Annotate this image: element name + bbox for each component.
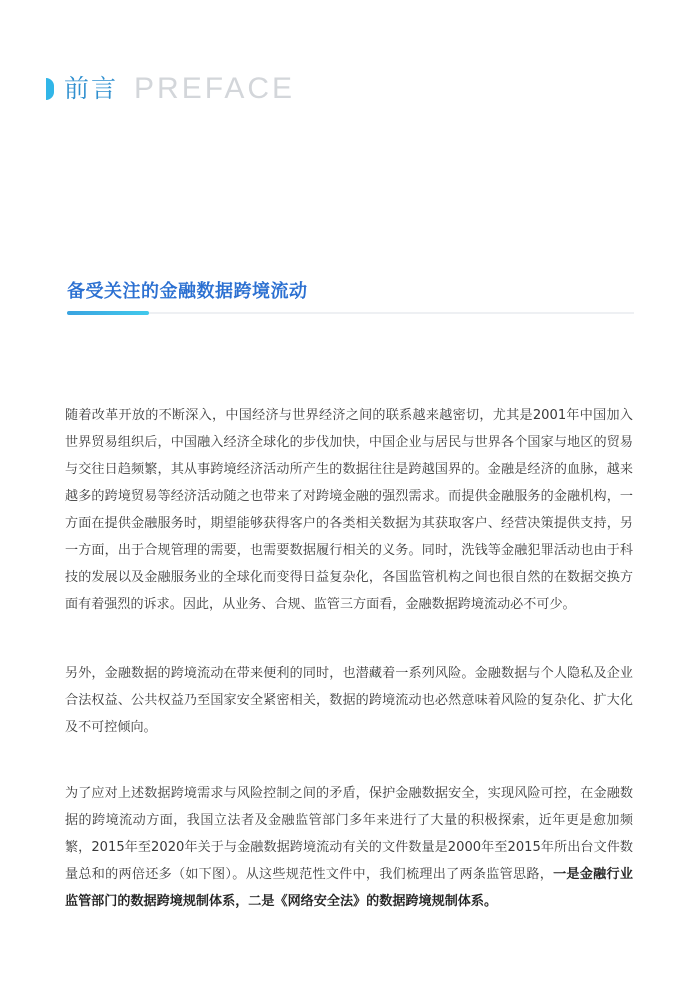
paragraph-3-text: 为了应对上述数据跨境需求与风险控制之间的矛盾，保护金融数据安全，实现风险可控，在金融数据的跨境流动方面，我国立法者及金融监管部门多年来进行了大量的积极探索，近年更是愈加频繁，2015年至2020年关于与金融数据跨境流动有关的文件数量是2000年至2015年所出台文件数量总和的两倍还多（如下图）。从这些规范性文件中，我们梳理出了两条监管思路， [65, 786, 633, 882]
section-title-divider [67, 312, 634, 314]
section-title: 备受关注的金融数据跨境流动 [67, 281, 308, 302]
chapter-header [46, 72, 295, 106]
section-title-accent-bar [67, 311, 149, 315]
chapter-title-en: PREFACE [134, 72, 296, 105]
chapter-marker-icon [46, 78, 54, 100]
paragraph-3 [65, 780, 633, 915]
paragraph-1: 随着改革开放的不断深入，中国经济与世界经济之间的联系越来越密切，尤其是2001年中国加入世界贸易组织后，中国融入经济全球化的步伐加快，中国企业与居民与世界各个国家与地区的贸易与交往日趋频繁，其从事跨境经济活动所产生的数据往往是跨越国界的。金融是经济的血脉，越来越多的跨境贸易等经济活动随之也带来了对跨境金融的强烈需求。而提供金融服务的金融机构，一方面在提供金融服务时，期望能够获得客户的各类相关数据为其获取客户、经营决策提供支持，另一方面，出于合规管理的需要，也需要数据履行相关的义务。同时，洗钱等金融犯罪活动也由于科技的发展以及金融服务业的全球化而变得日益复杂化，各国监管机构之间也很自然的在数据交换方面有着强烈的诉求。因此，从业务、合规、监管三方面看，金融数据跨境流动必不可少。 [65, 408, 633, 612]
paragraph-3-bold-text: 一是金融行业监管部门的数据跨境规制体系，二是《网络安全法》的数据跨境规制体系。 [65, 867, 633, 909]
paragraph-2: 另外，金融数据的跨境流动在带来便利的同时，也潜藏着一系列风险。金融数据与个人隐私及企业合法权益、公共权益乃至国家安全紧密相关，数据的跨境流动也必然意味着风险的复杂化、扩大化及不可控倾向。 [65, 666, 633, 735]
chapter-title-zh: 前言 [64, 74, 119, 103]
